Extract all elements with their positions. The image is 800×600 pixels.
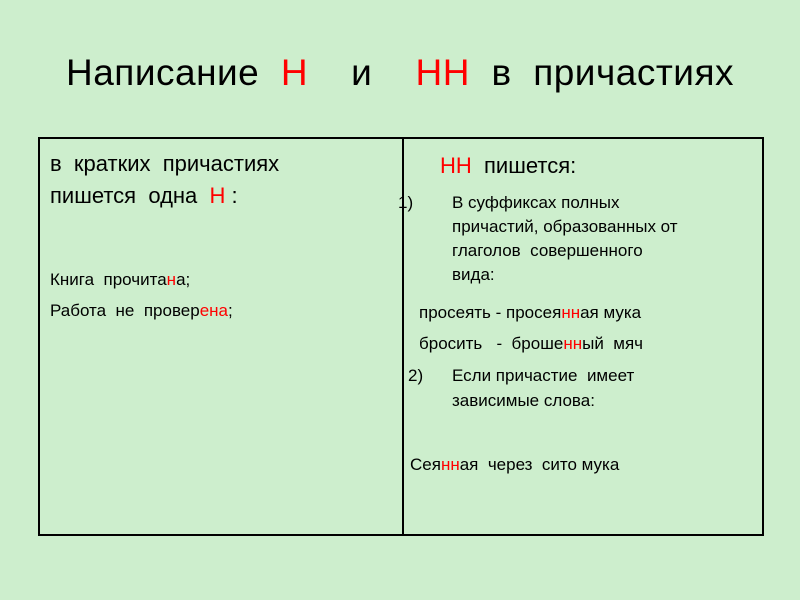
item2-line-1: Если причастие имеет xyxy=(452,366,635,385)
item2-number: 2) xyxy=(408,366,424,385)
left-line2-h: Н xyxy=(209,183,226,208)
right-ex3-a: Сея xyxy=(410,455,441,474)
left-line2 xyxy=(50,183,238,209)
right-ex2-c: ый мяч xyxy=(582,334,644,353)
item1-line-3: глаголов совершенного xyxy=(452,241,643,260)
left-ex1-b: н xyxy=(166,270,177,289)
rules-table xyxy=(38,137,764,536)
right-example-1 xyxy=(419,303,641,323)
right-ex3-c: ая через сито мука xyxy=(459,455,620,474)
item2-line-2: зависимые слова: xyxy=(452,391,595,410)
page-title xyxy=(0,52,800,94)
item1-line-2: причастий, образованных от xyxy=(452,217,678,236)
left-line1: в кратких причастиях xyxy=(50,151,280,176)
left-example-1 xyxy=(50,270,190,290)
right-ex1-c: ая мука xyxy=(580,303,642,322)
left-line2-text: пишется одна xyxy=(50,183,210,208)
right-example-2 xyxy=(419,334,643,354)
title-h: Н xyxy=(280,52,309,93)
item1-number: 1) xyxy=(398,193,414,212)
title-part2: и xyxy=(308,52,416,93)
left-ex2-a: Работа не провер xyxy=(50,301,200,320)
title-hh: НН xyxy=(415,52,470,93)
right-example-3 xyxy=(410,455,619,475)
right-heading xyxy=(440,153,576,179)
left-line2-end: : xyxy=(225,183,238,208)
right-head-hh: НН xyxy=(440,153,472,178)
left-example-2 xyxy=(50,301,233,321)
right-ex1-b: нн xyxy=(561,303,581,322)
right-ex2-b: нн xyxy=(563,334,583,353)
left-ex1-c: а; xyxy=(176,270,191,289)
left-ex2-b: ена xyxy=(199,301,229,320)
title-part1: Написание xyxy=(66,52,281,93)
right-ex3-b: нн xyxy=(440,455,460,474)
right-ex2-a: бросить - броше xyxy=(419,334,564,353)
right-ex1-a: просеять - просея xyxy=(419,303,562,322)
left-ex1-a: Книга прочита xyxy=(50,270,167,289)
right-head-text: пишется: xyxy=(471,153,577,178)
title-part3: в причастиях xyxy=(469,52,734,93)
item1-line-1: В суффиксах полных xyxy=(452,193,620,212)
left-ex2-c: ; xyxy=(228,301,233,320)
item1-line-4: вида: xyxy=(452,265,495,284)
